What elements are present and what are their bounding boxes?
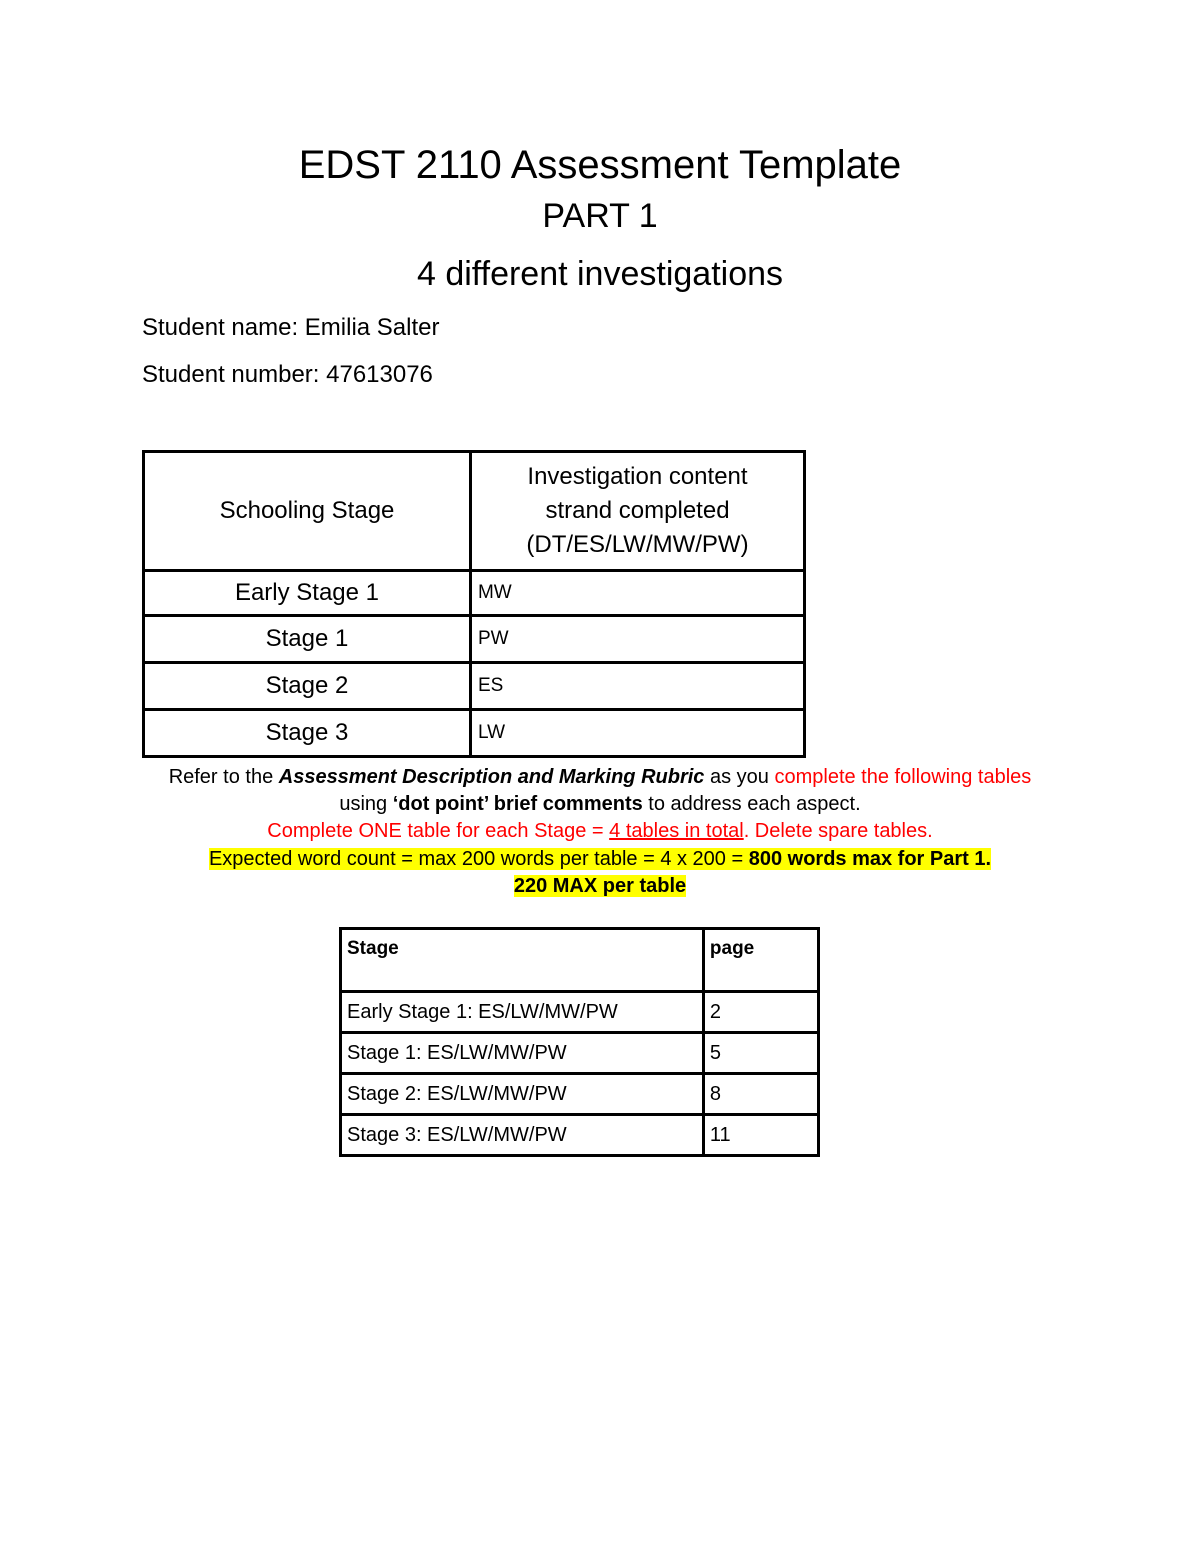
instruction-line-5 [0,873,1200,900]
header-page: page [703,929,818,992]
strand-cell: LW [470,710,804,757]
student-number-label: Student number: [142,361,320,388]
page-index-table [339,927,820,1157]
student-number-line [142,360,433,390]
instruction-text: Refer to the [168,766,279,788]
instruction-text-red: . Delete spare tables. [743,820,933,842]
header-content-strand-line: strand completed [545,497,730,524]
stage-cell: Stage 2: ES/LW/MW/PW [341,1074,704,1115]
page-index-header [341,929,819,992]
stage-cell: Early Stage 1: ES/LW/MW/PW [341,992,704,1033]
stage-cell: Stage 1 [144,616,471,663]
stage-cell: Stage 3 [144,710,471,757]
header-schooling-stage: Schooling Stage [144,452,471,571]
word-count-emphasis: 800 words max for Part 1. [748,848,992,870]
rubric-reference: Assessment Description and Marking Rubric [278,766,705,788]
word-count-text: Expected word count = max 200 words per table = 4 x 200 = [208,848,749,870]
strand-cell: MW [470,571,804,616]
table-row [341,992,819,1033]
instruction-underlined: 4 tables in total [609,820,744,842]
table-row [341,1115,819,1156]
instruction-line-3 [0,818,1200,845]
student-name-value: Emilia Salter [304,314,440,341]
table-row [341,1074,819,1115]
instruction-line-4 [0,846,1200,873]
instruction-text-red: Complete ONE table for each Stage = [267,820,610,842]
stage-cell: Stage 2 [144,663,471,710]
header-content-strand-line: Investigation content [527,463,748,490]
stage-cell: Stage 3: ES/LW/MW/PW [341,1115,704,1156]
investigation-table-header [144,452,805,571]
part-label: PART 1 [542,197,658,235]
document-title: EDST 2110 Assessment Template [298,143,902,187]
page-cell: 2 [703,992,818,1033]
table-row [144,663,805,710]
instruction-text-red: complete the following tables [774,766,1032,788]
header-content-strand [470,452,804,571]
table-row [341,1033,819,1074]
table-row [144,571,805,616]
page-cell: 11 [703,1115,818,1156]
stage-cell: Early Stage 1 [144,571,471,616]
page-cell: 8 [703,1074,818,1115]
instruction-text: as you [704,766,775,788]
student-number-value: 47613076 [326,361,433,388]
instruction-line-1 [0,764,1200,791]
header-content-strand-line: (DT/ES/LW/MW/PW) [526,531,749,558]
stage-cell: Stage 1: ES/LW/MW/PW [341,1033,704,1074]
table-row [144,710,805,757]
instruction-emphasis: ‘dot point’ brief comments [392,793,643,815]
investigation-table [142,450,806,758]
page-cell: 5 [703,1033,818,1074]
strand-cell: ES [470,663,804,710]
table-row [144,616,805,663]
instruction-line-2 [0,791,1200,818]
instruction-text: using [339,793,393,815]
strand-cell: PW [470,616,804,663]
instruction-text: to address each aspect. [642,793,861,815]
student-name-line [142,313,440,343]
document-subtitle: 4 different investigations [416,255,784,293]
header-stage: Stage [341,929,704,992]
max-per-table-note: 220 MAX per table [513,875,687,897]
student-name-label: Student name: [142,314,299,341]
